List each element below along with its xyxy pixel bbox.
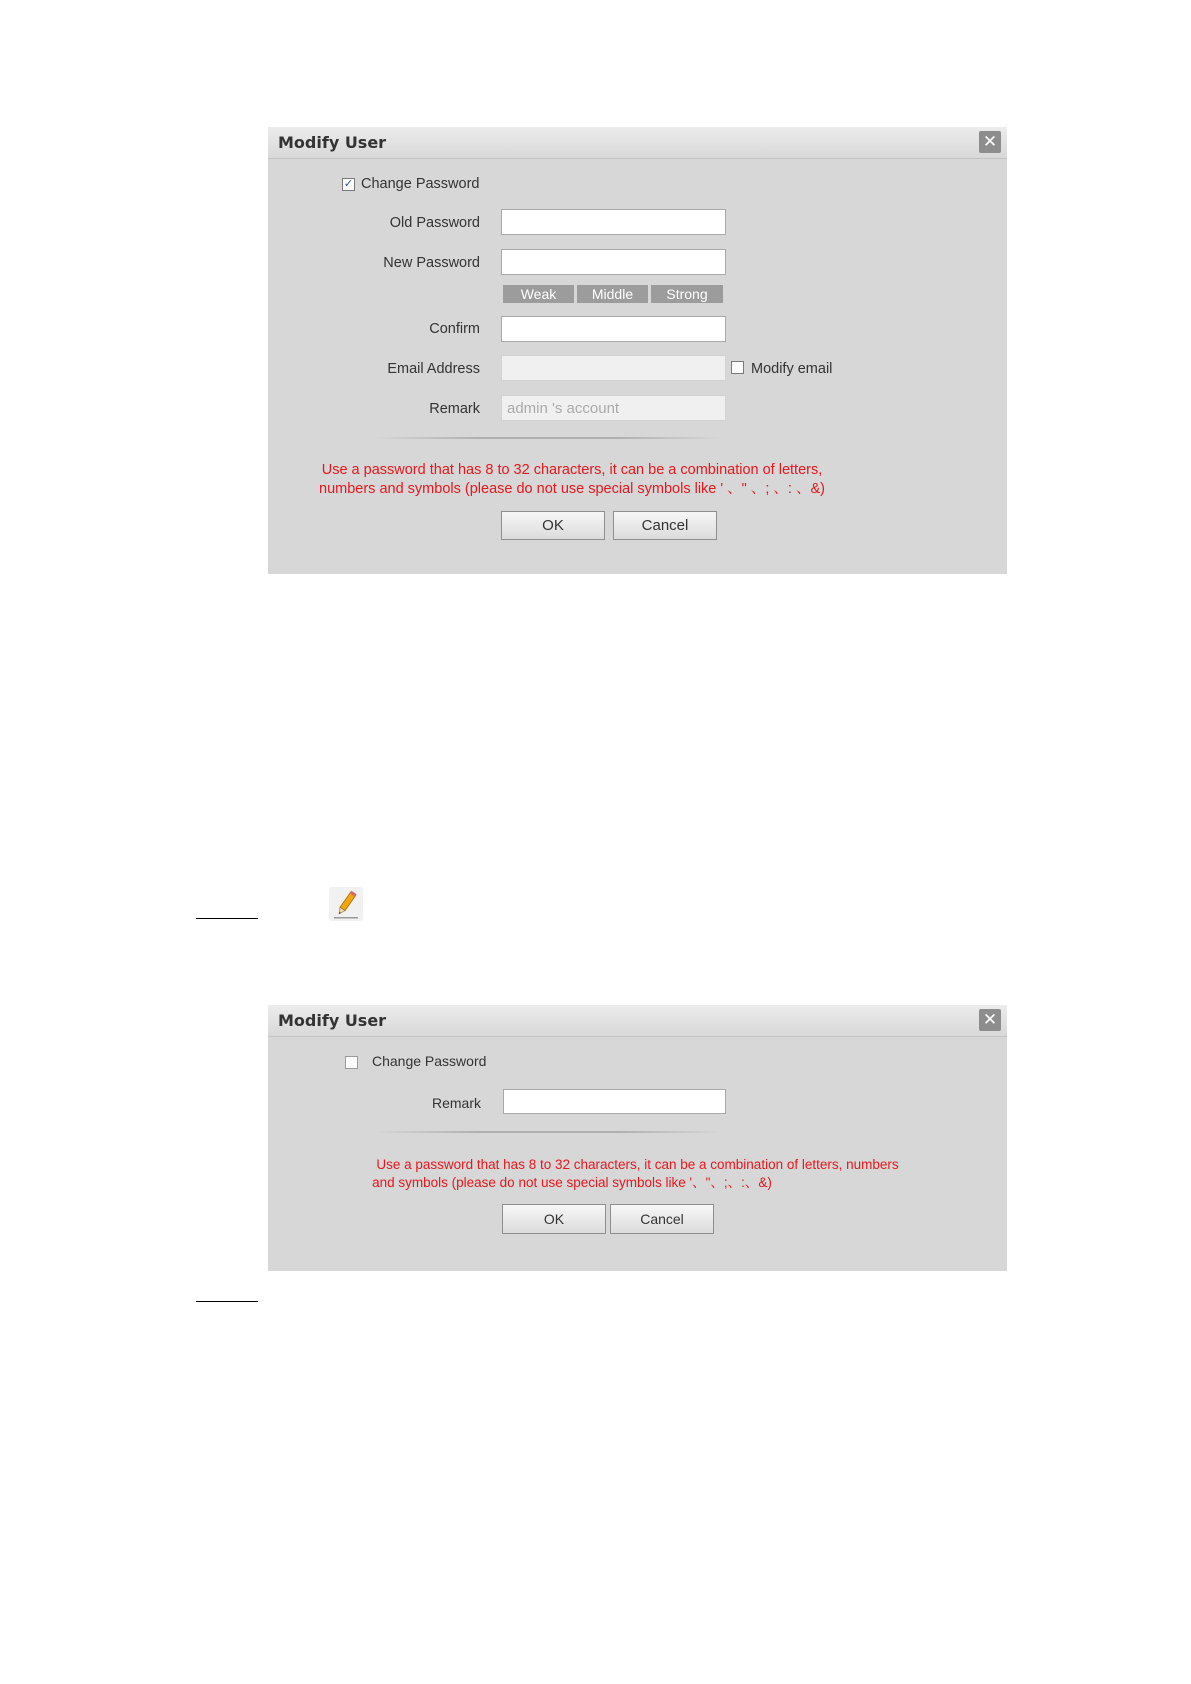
separator: [373, 437, 723, 439]
cancel-button[interactable]: Cancel: [613, 511, 717, 540]
confirm-label: Confirm: [429, 321, 480, 337]
step-underline-2: [196, 1301, 258, 1302]
modify-email-label: Modify email: [751, 361, 833, 377]
cancel-button[interactable]: Cancel: [610, 1204, 714, 1234]
remark-label: Remark: [431, 1095, 481, 1111]
change-password-checkbox[interactable]: [345, 1056, 358, 1069]
strength-strong: Strong: [651, 285, 723, 303]
new-password-label: New Password: [383, 255, 480, 271]
change-password-checkbox[interactable]: ✓: [343, 178, 354, 190]
strength-middle: Middle: [577, 285, 648, 303]
old-password-label: Old Password: [389, 215, 480, 231]
modify-user-dialog-1: [268, 127, 1007, 574]
remark-label: Remark: [429, 401, 480, 417]
change-password-label: Change Password: [361, 176, 480, 192]
dialog-title: Modify User: [278, 1011, 387, 1030]
password-warning-line-1: Use a password that has 8 to 32 characters, it can be a combination of letters, numbers: [376, 1157, 899, 1172]
password-warning-line-2: numbers and symbols (please do not use special symbols like ' 、" 、; 、: 、&): [319, 481, 825, 497]
modify-email-checkbox[interactable]: [731, 361, 744, 374]
close-icon[interactable]: ✕: [979, 131, 1001, 153]
dialog-title: Modify User: [278, 133, 387, 152]
modify-user-dialog-2: [268, 1005, 1007, 1271]
password-warning-line-1: Use a password that has 8 to 32 characters, it can be a combination of letters,: [321, 462, 823, 478]
password-warning-line-2: and symbols (please do not use special symbols like '、"、;、:、&): [372, 1175, 772, 1190]
email-address-label: Email Address: [387, 361, 480, 377]
ok-button[interactable]: OK: [501, 511, 605, 540]
dialog-titlebar: [268, 1005, 1007, 1037]
email-address-input[interactable]: [501, 355, 726, 381]
dialog-titlebar: [268, 127, 1007, 159]
remark-input[interactable]: [501, 395, 726, 421]
change-password-label: Change Password: [372, 1053, 487, 1069]
old-password-input[interactable]: [501, 209, 726, 235]
separator: [373, 1131, 723, 1133]
new-password-input[interactable]: [501, 249, 726, 275]
ok-button[interactable]: OK: [502, 1204, 606, 1234]
pencil-icon[interactable]: [329, 887, 363, 921]
confirm-password-input[interactable]: [501, 316, 726, 342]
strength-weak: Weak: [503, 285, 574, 303]
remark-input[interactable]: [503, 1089, 726, 1114]
close-icon[interactable]: ✕: [979, 1009, 1001, 1031]
step-underline-1: [196, 918, 258, 919]
